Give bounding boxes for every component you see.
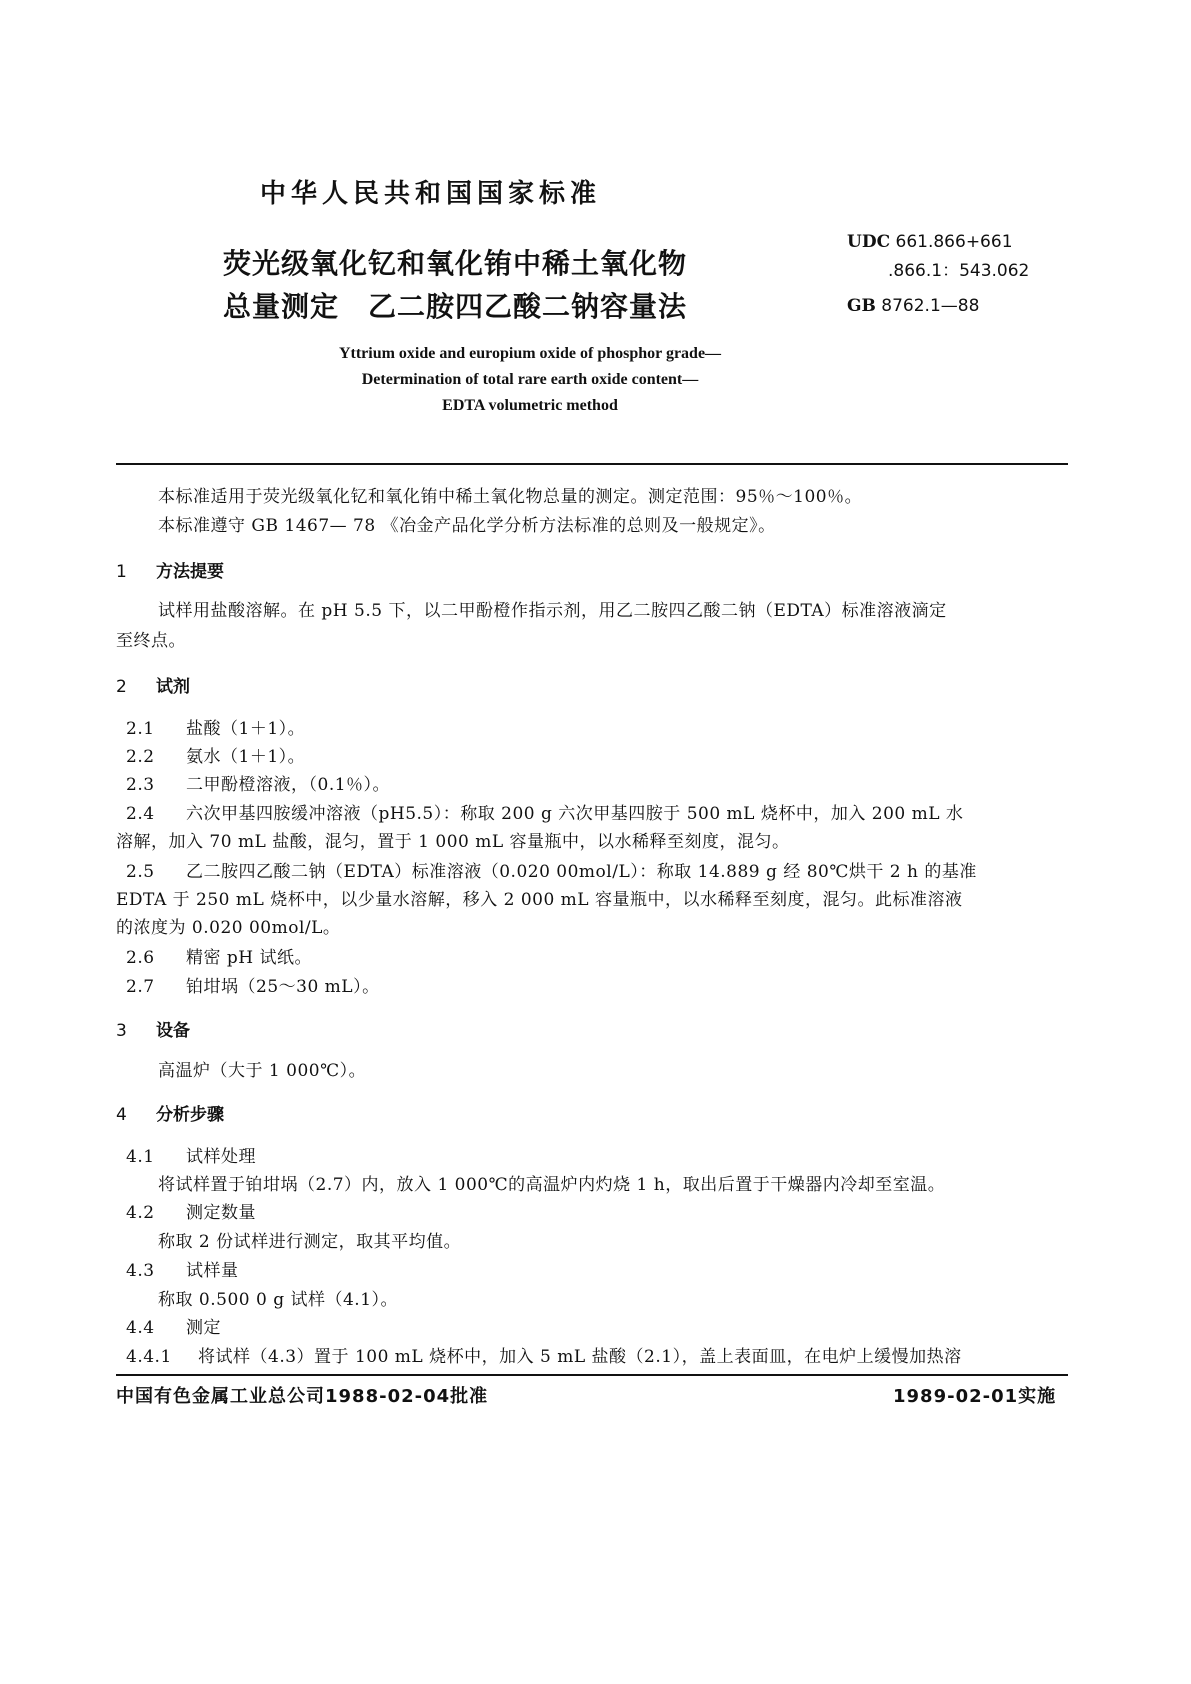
approval-note: 中国有色金属工业总公司1988-02-04批准 [116, 1386, 489, 1407]
gb-number: 8762.1—88 [881, 296, 980, 316]
english-title-line3: EDTA volumetric method [442, 397, 618, 414]
item-text: 盐酸（1＋1）。 [186, 719, 306, 739]
item-text: 精密 pH 试纸。 [186, 948, 313, 968]
item-text: 将试样（4.3）置于 100 mL 烧杯中，加入 5 mL 盐酸（2.1），盖上表面皿，在电炉上缓慢加热溶 [198, 1347, 962, 1367]
item-number: 2.1 [126, 719, 155, 739]
reagent-item [126, 799, 963, 824]
item-number: 2.5 [126, 862, 155, 882]
section-title: 试剂 [156, 677, 190, 697]
item-number: 4.3 [126, 1261, 155, 1281]
section-title: 设备 [156, 1021, 190, 1041]
section-title: 分析步骤 [156, 1105, 224, 1125]
reagent-item-continuation: EDTA 于 250 mL 烧杯中，以少量水溶解，移入 2 000 mL 容量瓶中，以水稀释至刻度，混匀。此标准溶液 [116, 890, 963, 910]
item-number: 4.4 [126, 1318, 155, 1338]
section-1-heading [116, 557, 224, 582]
item-text: 二甲酚橙溶液，（0.1％）。 [186, 775, 391, 795]
udc-value-line2: .866.1：543.062 [888, 261, 1030, 281]
udc-code [847, 232, 1013, 252]
implementation-date: 1989-02-01实施 [893, 1386, 1057, 1407]
subsection-4-4-heading [126, 1313, 221, 1338]
item-number: 4.1 [126, 1147, 155, 1167]
item-text: 氨水（1＋1）。 [186, 747, 306, 767]
section-2-heading [116, 672, 190, 697]
subsection-4-2-heading [126, 1198, 256, 1223]
section-3-heading [116, 1016, 190, 1041]
section-number: 3 [116, 1021, 127, 1041]
reagent-item-continuation: 溶解，加入 70 mL 盐酸，混匀，置于 1 000 mL 容量瓶中，以水稀释至刻度，混匀。 [116, 832, 790, 852]
gb-code [847, 296, 979, 316]
item-number: 2.6 [126, 948, 155, 968]
reagent-item [126, 943, 312, 968]
subsection-4-3-heading [126, 1256, 239, 1281]
item-number: 4.2 [126, 1203, 155, 1223]
section-number: 2 [116, 677, 127, 697]
item-text: 试样处理 [186, 1147, 256, 1167]
reagent-item [126, 857, 977, 882]
scope-paragraph: 本标准适用于荧光级氧化钇和氧化铕中稀土氧化物总量的测定。测定范围：95％～100％。 [158, 487, 863, 507]
section-3-body: 高温炉（大于 1 000℃）。 [158, 1061, 367, 1081]
section-title: 方法提要 [156, 562, 224, 582]
item-text: 乙二胺四乙酸二钠（EDTA）标准溶液（0.020 00mol/L）：称取 14.889 g 经 80℃烘干 2 h 的基准 [186, 862, 977, 882]
subsection-4-4-1 [126, 1342, 962, 1367]
compliance-paragraph: 本标准遵守 GB 1467— 78 《冶金产品化学分析方法标准的总则及一般规定》。 [158, 516, 776, 536]
section-1-body-line2: 至终点。 [116, 631, 186, 651]
reagent-item [126, 714, 305, 739]
item-text: 铂坩埚（25～30 mL）。 [186, 977, 380, 997]
gb-label: GB [847, 296, 876, 316]
subsection-4-3-body: 称取 0.500 0 g 试样（4.1）。 [158, 1290, 399, 1310]
reagent-item-continuation: 的浓度为 0.020 00mol/L。 [116, 918, 341, 938]
subsection-4-1-body: 将试样置于铂坩埚（2.7）内，放入 1 000℃的高温炉内灼烧 1 h，取出后置于干燥器内冷却至室温。 [158, 1175, 946, 1195]
document-title-line2: 总量测定 乙二胺四乙酸二钠容量法 [223, 290, 688, 323]
document-title-line1: 荧光级氧化钇和氧化铕中稀土氧化物 [223, 247, 688, 280]
item-number: 4.4.1 [126, 1347, 172, 1367]
english-title-line1: Yttrium oxide and europium oxide of phosphor grade— [338, 345, 722, 362]
item-number: 2.3 [126, 775, 155, 795]
footer-divider [116, 1374, 1068, 1376]
item-text: 测定数量 [186, 1203, 256, 1223]
item-number: 2.7 [126, 977, 155, 997]
item-text: 六次甲基四胺缓冲溶液（pH5.5）：称取 200 g 六次甲基四胺于 500 mL 烧杯中，加入 200 mL 水 [186, 804, 964, 824]
udc-label: UDC [847, 232, 891, 252]
item-number: 2.4 [126, 804, 155, 824]
reagent-item [126, 770, 390, 795]
english-title-line2: Determination of total rare earth oxide content— [361, 371, 699, 388]
udc-value-line1: 661.866+661 [895, 232, 1013, 252]
section-1-body-line1: 试样用盐酸溶解。在 pH 5.5 下，以二甲酚橙作指示剂，用乙二胺四乙酸二钠（EDTA）标准溶液滴定 [158, 601, 947, 621]
header-divider [116, 463, 1068, 465]
section-number: 1 [116, 562, 127, 582]
reagent-item [126, 972, 380, 997]
standard-header: 中华人民共和国国家标准 [260, 179, 602, 209]
item-text: 试样量 [186, 1261, 239, 1281]
section-number: 4 [116, 1105, 127, 1125]
section-4-heading [116, 1100, 224, 1125]
item-text: 测定 [186, 1318, 221, 1338]
reagent-item [126, 742, 305, 767]
subsection-4-2-body: 称取 2 份试样进行测定，取其平均值。 [158, 1232, 462, 1252]
item-number: 2.2 [126, 747, 155, 767]
subsection-4-1-heading [126, 1142, 256, 1167]
